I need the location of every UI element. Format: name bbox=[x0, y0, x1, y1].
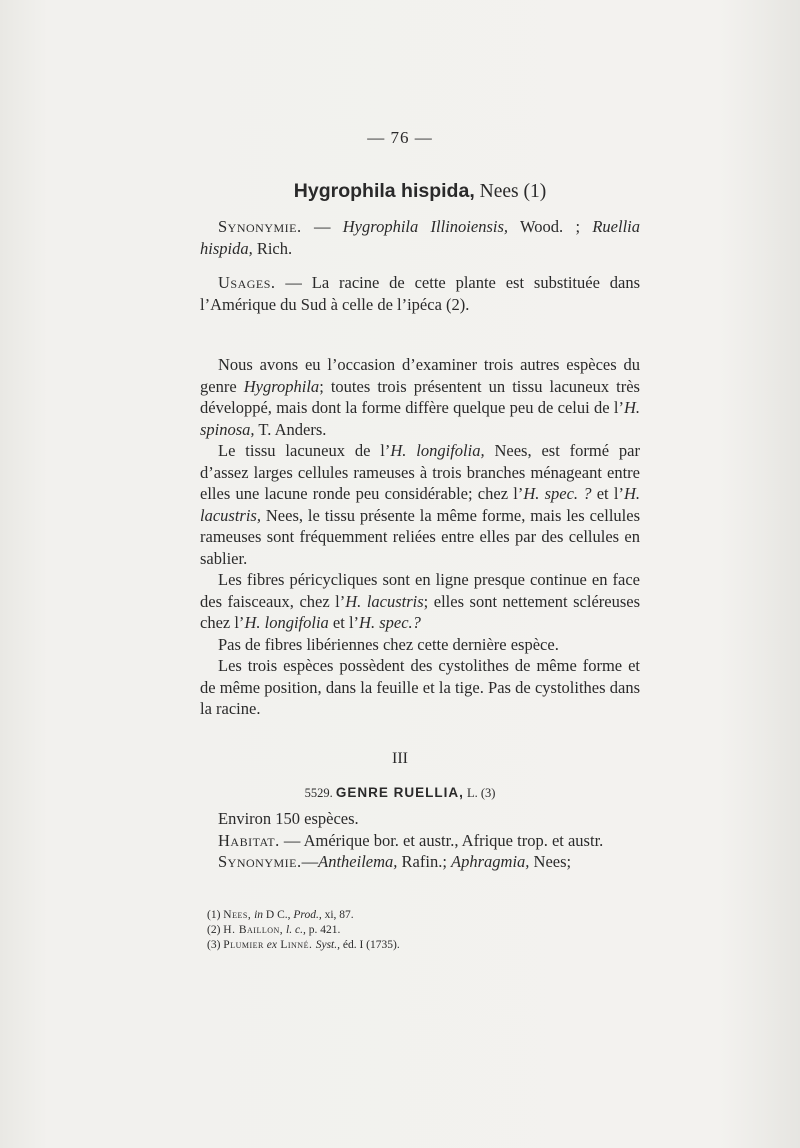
habitat-label: Habitat. bbox=[218, 830, 280, 850]
synonymie-separator: — bbox=[301, 217, 343, 236]
habitat-text: — Amérique bor. et austr., Afrique trop. et austr. bbox=[279, 830, 604, 850]
entry-title-author: Nees (1) bbox=[474, 181, 547, 202]
species-name: H. lacustris, bbox=[200, 484, 640, 525]
footnote-author: Nees, bbox=[223, 909, 252, 921]
text-run: T. Anders. bbox=[254, 419, 327, 439]
genre-number: 5529. bbox=[304, 786, 336, 800]
footnote-text: éd. I (1735). bbox=[340, 939, 400, 951]
discussion-paragraph-2 bbox=[200, 440, 640, 569]
footnote-author: Plumier bbox=[223, 939, 264, 951]
synonymie-paragraph bbox=[200, 216, 640, 259]
footnote-text: ex bbox=[263, 939, 277, 951]
footnote-work: Syst., bbox=[315, 939, 340, 951]
footnote-text: p. 421. bbox=[305, 924, 341, 936]
genre-info-block bbox=[200, 808, 640, 873]
discussion-paragraph-1 bbox=[200, 354, 640, 440]
species-name: H. lacustris bbox=[345, 591, 424, 611]
genre-synonym-author-1: Rafin.; bbox=[397, 852, 452, 871]
discussion-paragraph-3 bbox=[200, 569, 640, 634]
footnote-author: H. Baillon, bbox=[223, 924, 284, 936]
genre-synonymie-label: Synonymie. bbox=[218, 852, 302, 871]
discussion-paragraph-5: Les trois espèces possèdent des cystolithes de même forme et de même position, dans la feuille et la tige. Pas de cystolithes dans la racine. bbox=[200, 656, 640, 718]
usages-text: — La racine de cette plante est substituée dans l’Amérique du Sud à celle de l’ipéca (2). bbox=[200, 273, 640, 314]
genre-synonym-author-2: Nees; bbox=[529, 852, 572, 871]
footnote-work: Prod., bbox=[293, 909, 322, 921]
synonym-author-2: Rich. bbox=[252, 238, 293, 258]
footnote-number: (1) bbox=[207, 909, 224, 921]
entry-title-species: Hygrophila hispida, bbox=[293, 180, 475, 202]
genre-synonym-name-1: Antheilema, bbox=[318, 852, 398, 871]
species-count: Environ 150 espèces. bbox=[218, 809, 359, 828]
usages-paragraph bbox=[200, 272, 640, 315]
text-run: Les fibres péricycliques sont en ligne presque continue en face des faisceaux, chez l’ bbox=[200, 570, 640, 611]
footnote-number: (2) bbox=[207, 924, 224, 936]
synonymie-label: Synonymie. bbox=[218, 217, 302, 236]
text-run: Nous avons eu l’occasion d’examiner trois autres espèces du genre bbox=[200, 355, 640, 396]
text-run: Le tissu lacuneux de l’ bbox=[218, 441, 391, 460]
footnote-text: D C., bbox=[263, 909, 294, 921]
footnote-text: Linné. bbox=[276, 939, 316, 951]
synonym-name-1: Hygrophila Illinoiensis, bbox=[342, 217, 508, 236]
species-name: H. spec. ? bbox=[523, 484, 592, 503]
footnote-number: (3) bbox=[207, 939, 224, 951]
footnotes bbox=[207, 908, 647, 953]
text-run: ; elles sont nettement scléreuses chez l’ bbox=[200, 591, 640, 632]
species-name: H. spec.? bbox=[359, 613, 421, 632]
footnote-text: in bbox=[251, 909, 264, 921]
entry-title bbox=[200, 180, 640, 203]
genre-name: GENRE RUELLIA, bbox=[335, 785, 464, 800]
footnote-text: xi, 87. bbox=[321, 909, 354, 921]
page-number: — 76 — bbox=[367, 128, 433, 147]
text-run: ; toutes trois présentent un tissu lacuneux très développé, mais dont la forme diffère quelque peu de celui de l’ bbox=[200, 376, 640, 417]
footnote bbox=[207, 923, 647, 938]
text-run: et l’ bbox=[328, 613, 360, 632]
species-name: H. longifolia bbox=[244, 613, 329, 632]
synonym-name-2: Ruellia hispida, bbox=[200, 217, 640, 258]
genre-author: L. (3) bbox=[463, 786, 496, 800]
text-run: et l’ bbox=[591, 484, 624, 503]
text-run: Nees, le tissu présente la même forme, mais les cellules rameuses sont fréquemment reliées entre elles par des cellules en sablier. bbox=[200, 505, 640, 568]
genre-synonym-name-2: Aphragmia, bbox=[451, 852, 530, 871]
synonym-author-1: Wood. ; bbox=[508, 217, 593, 236]
species-name: H. longifolia, bbox=[390, 441, 485, 460]
text-run: Nees, est formé par d’assez larges cellules rameuses à trois branches ménageant entre elles une lacune ronde peu considérable; chez l’ bbox=[200, 441, 640, 503]
habitat-paragraph bbox=[200, 830, 640, 852]
genre-synonymie-paragraph bbox=[200, 851, 640, 873]
genre-heading bbox=[0, 785, 800, 801]
discussion-block bbox=[200, 354, 640, 720]
usages-label: Usages. bbox=[218, 273, 276, 292]
genus-name: Hygrophila bbox=[243, 376, 320, 396]
discussion-paragraph-4: Pas de fibres libériennes chez cette dernière espèce. bbox=[218, 634, 559, 654]
section-number: III bbox=[392, 750, 408, 767]
footnote bbox=[207, 938, 647, 953]
footnote bbox=[207, 908, 647, 923]
species-name: H. spinosa, bbox=[200, 398, 640, 439]
genre-synonymie-separator: — bbox=[301, 852, 319, 871]
footnote-work: l. c., bbox=[286, 924, 306, 936]
